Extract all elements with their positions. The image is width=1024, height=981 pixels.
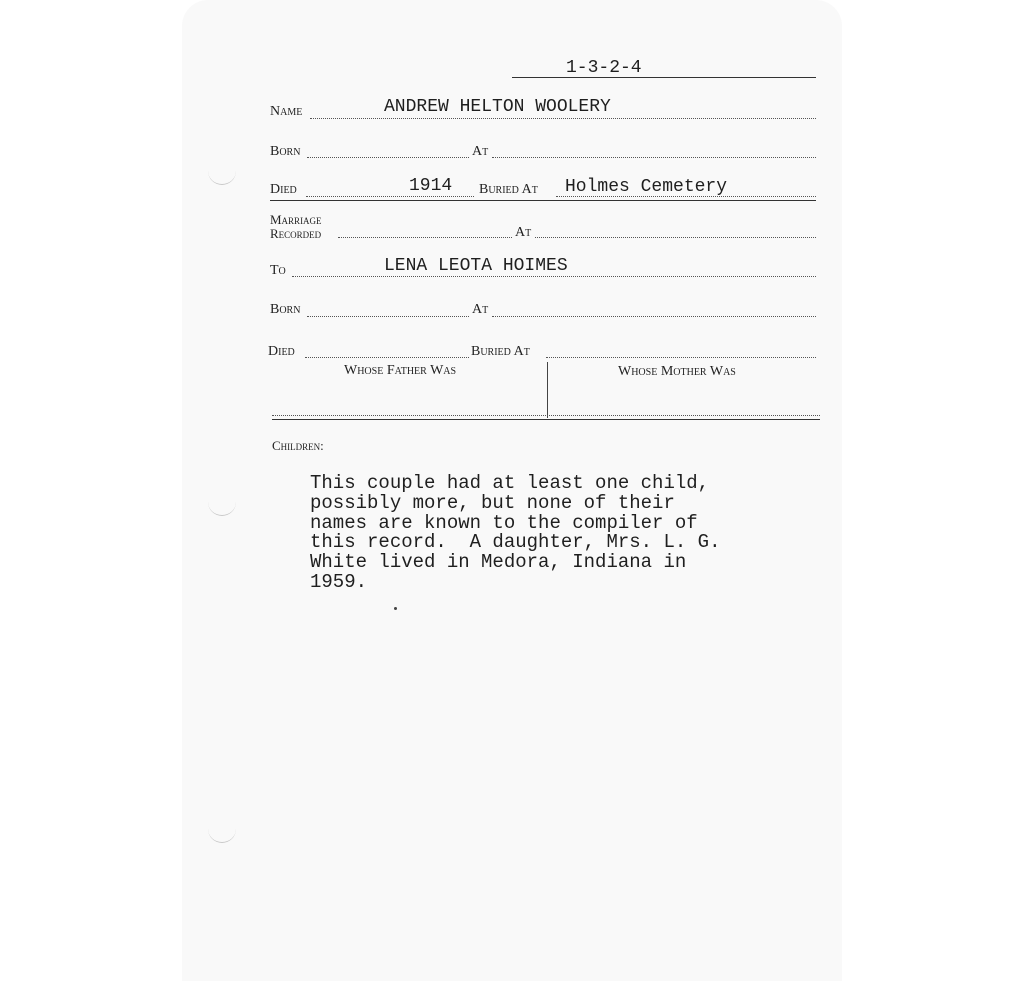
person-buried-at: Holmes Cemetery — [565, 177, 728, 197]
spouse-born-label: Born — [270, 302, 301, 317]
spouse-buried-at-line — [546, 357, 816, 358]
whose-father-label: Whose Father Was — [344, 363, 457, 378]
spouse-buried-at-label: Buried At — [471, 344, 530, 359]
spouse-born-line — [307, 316, 469, 317]
children-note: This couple had at least one child, possibly more, but none of their names are known to the compiler of this record. A daughter, Mrs. L. G. White lived in Medora, Indiana in 1959. — [310, 472, 721, 593]
marriage-label-line2: Recorded — [270, 226, 322, 241]
record-number: 1-3-2-4 — [566, 58, 642, 78]
person-died: 1914 — [409, 176, 453, 196]
to-line — [292, 276, 816, 277]
children-label: Children: — [272, 438, 324, 453]
record-number-line — [512, 77, 816, 78]
spouse-name: LENA LEOTA HOIMES — [384, 256, 568, 276]
parents-divider — [547, 362, 548, 418]
spouse-born-at-line — [492, 316, 816, 317]
born-label: Born — [270, 144, 301, 159]
marriage-at-line — [535, 237, 816, 238]
died-underline — [270, 200, 816, 201]
spouse-died-label: Died — [268, 344, 295, 359]
born-at-line — [492, 157, 816, 158]
died-line — [306, 196, 474, 197]
name-line — [310, 118, 816, 119]
spouse-born-at-label: At — [472, 302, 489, 317]
whose-mother-label: Whose Mother Was — [618, 364, 736, 379]
died-label: Died — [270, 182, 297, 197]
person-name: ANDREW HELTON WOOLERY — [384, 97, 611, 117]
buried-at-label: Buried At — [479, 182, 538, 197]
to-label: To — [270, 263, 286, 278]
spouse-died-line — [305, 357, 469, 358]
ink-speck — [394, 607, 397, 610]
marriage-label-line1: Marriage — [270, 212, 322, 227]
buried-at-line — [556, 196, 816, 197]
name-label: Name — [270, 104, 303, 119]
born-at-label: At — [472, 144, 489, 159]
marriage-at-label: At — [515, 225, 532, 240]
born-line — [307, 157, 469, 158]
parents-solid-line — [272, 419, 820, 420]
parents-dotted-line — [272, 415, 820, 416]
marriage-recorded-line — [338, 237, 512, 238]
